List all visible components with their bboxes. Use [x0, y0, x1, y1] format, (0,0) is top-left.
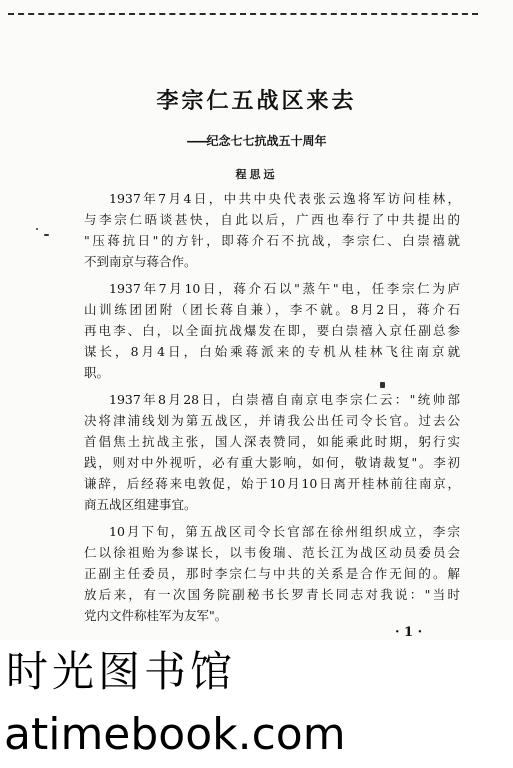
paragraph: [84, 389, 460, 515]
text-line: 不到南京与蒋合作。: [84, 254, 197, 269]
scan-speck: [44, 234, 49, 236]
text-line: 正副主任委员，那时李宗仁与中共的关系是合作无间的。解: [84, 566, 460, 581]
text-line: 放后来，有一次国务院副秘书长罗青长同志对我说："当时: [84, 587, 460, 602]
text-line: 职。: [84, 365, 110, 380]
article-subtitle: [0, 132, 513, 149]
paragraph: [84, 278, 460, 383]
watermark-area: [0, 640, 513, 768]
text-line: 首倡焦土抗战主张，国人深表赞同，如能乘此时期，躬行实: [84, 434, 460, 449]
subtitle-text: 纪念七七抗战五十周年: [206, 134, 327, 148]
scan-speck: [380, 382, 385, 388]
text-line: "压蒋抗日"的方针，即蒋介石不抗战，李宗仁、白崇禧就: [84, 233, 460, 248]
watermark-chinese-text: 时光图书馆: [6, 647, 237, 696]
subtitle-dash: ——: [186, 134, 207, 148]
top-dashed-border: [8, 13, 478, 15]
text-line: 1937年8月28日，白崇禧自南京电李宗仁云："统帅部: [109, 392, 460, 407]
text-line: 再电李、白，以全面抗战爆发在即，要白崇禧入京任副总参: [84, 323, 460, 338]
watermark-url-text: atimebook.com: [4, 709, 346, 760]
text-line: 10月下旬，第五战区司令长官部在徐州组织成立，李宗: [109, 524, 460, 539]
page-number: · 1 ·: [395, 625, 423, 640]
text-line: 谦辞，后经蒋来电敦促，始于10月10日离开桂林前往南京，: [84, 476, 460, 491]
text-line: 仁以徐祖贻为参谋长，以韦俊瑞、范长江为战区动员委员会: [84, 545, 460, 560]
scan-speck: [36, 228, 38, 230]
text-line: 商五战区组建事宜。: [84, 497, 197, 512]
article-body: [84, 188, 460, 626]
paragraph: [84, 188, 460, 272]
text-line: 践，则对中外视听，必有重大影响，如何，敬请裁复"。李初: [84, 455, 460, 470]
paragraph: [84, 521, 460, 626]
text-line: 山训练团团附（团长蒋自兼），李不就。8月2日，蒋介石: [84, 302, 460, 317]
text-line: 党内文件称桂军为友军"。: [84, 608, 228, 623]
text-line: 决将津浦线划为第五战区，并请我公出任司令长官。过去公: [84, 413, 460, 428]
article-title: 李宗仁五战区来去: [156, 89, 357, 114]
text-line: 1937年7月10日，蒋介石以"蒸午"电，任李宗仁为庐: [109, 281, 460, 296]
text-line: 与李宗仁晤谈甚快，自此以后，广西也奉行了中共提出的: [84, 212, 460, 227]
article-author: 程思远: [235, 168, 278, 181]
text-line: 1937年7月4日，中共中央代表张云逸将军访问桂林，: [109, 191, 460, 206]
text-line: 谋长，8月4日，白始乘蒋派来的专机从桂林飞往南京就: [84, 344, 460, 359]
